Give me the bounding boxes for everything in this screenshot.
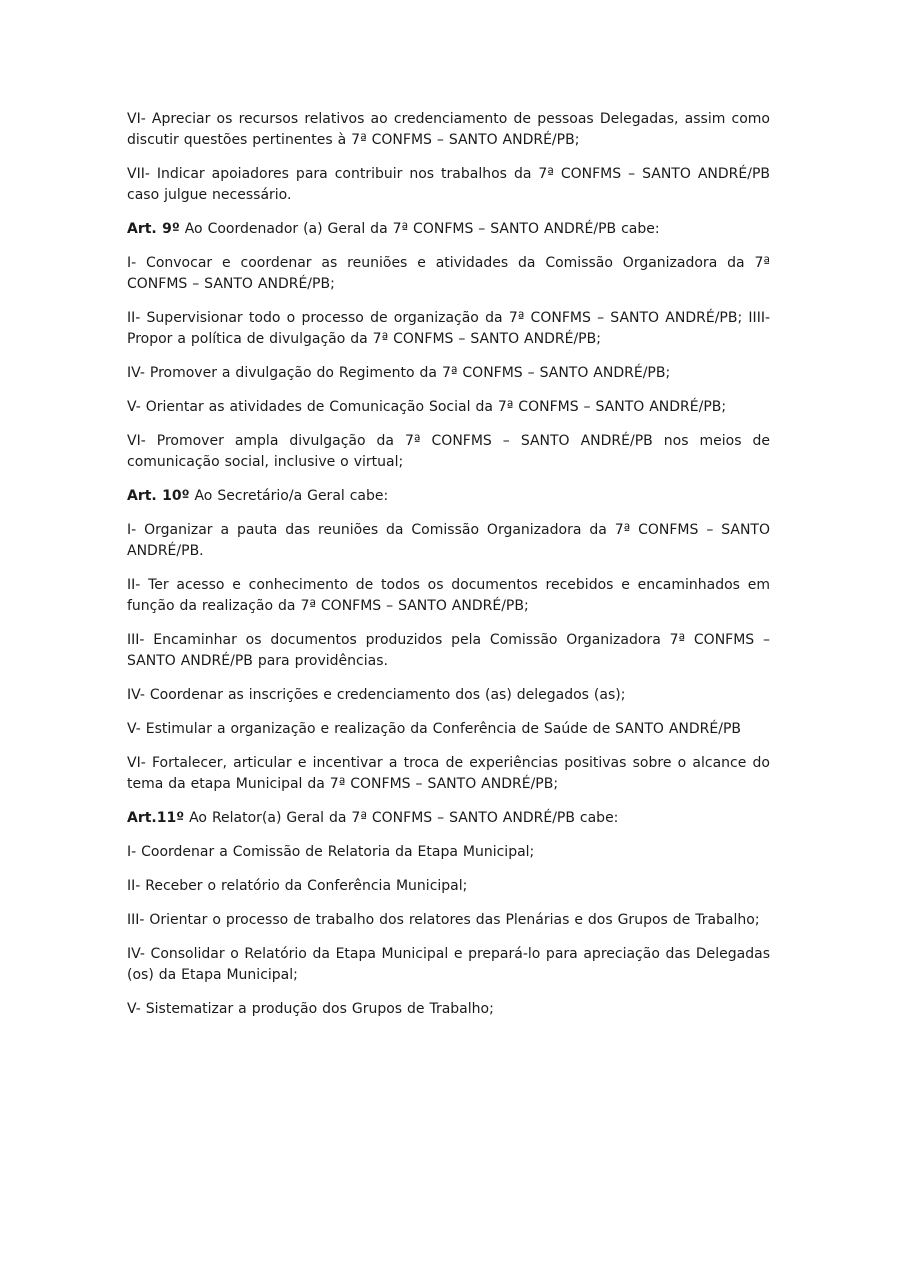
article-paragraph: Art. 9º Ao Coordenador (a) Geral da 7ª CONFMS – SANTO ANDRÉ/PB cabe:: [127, 221, 660, 237]
paragraph: V- Estimular a organização e realização da Conferência de Saúde de SANTO ANDRÉ/PB: [127, 721, 742, 737]
paragraph: I- Coordenar a Comissão de Relatoria da Etapa Municipal;: [127, 844, 535, 860]
article-label: Art.11º: [127, 810, 185, 826]
paragraph: II- Receber o relatório da Conferência Municipal;: [127, 878, 468, 894]
paragraph: IV- Consolidar o Relatório da Etapa Municipal e prepará-lo para apreciação das Delegadas (os) da Etapa Municipal;: [127, 946, 770, 983]
paragraph: II- Ter acesso e conhecimento de todos os documentos recebidos e encaminhados em função da realização da 7ª CONFMS – SANTO ANDRÉ/PB;: [127, 577, 770, 614]
article-label: Art. 10º: [127, 488, 190, 504]
article-paragraph: Art. 10º Ao Secretário/a Geral cabe:: [127, 488, 389, 504]
paragraph: III- Encaminhar os documentos produzidos pela Comissão Organizadora 7ª CONFMS – SANTO ANDRÉ/PB para providências.: [127, 632, 770, 669]
paragraph: II- Supervisionar todo o processo de organização da 7ª CONFMS – SANTO ANDRÉ/PB; IIII- Propor a política de divulgação da 7ª CONFMS – SANTO ANDRÉ/PB;: [127, 310, 770, 347]
paragraph: V- Orientar as atividades de Comunicação Social da 7ª CONFMS – SANTO ANDRÉ/PB;: [127, 399, 727, 415]
paragraph: IV- Coordenar as inscrições e credenciamento dos (as) delegados (as);: [127, 687, 626, 703]
paragraph: IV- Promover a divulgação do Regimento da 7ª CONFMS – SANTO ANDRÉ/PB;: [127, 365, 671, 381]
paragraph: VII- Indicar apoiadores para contribuir nos trabalhos da 7ª CONFMS – SANTO ANDRÉ/PB caso julgue necessário.: [127, 166, 770, 203]
paragraph: VI- Apreciar os recursos relativos ao credenciamento de pessoas Delegadas, assim como discutir questões pertinentes à 7ª CONFMS – SANTO ANDRÉ/PB;: [127, 111, 770, 148]
paragraph: VI- Promover ampla divulgação da 7ª CONFMS – SANTO ANDRÉ/PB nos meios de comunicação social, inclusive o virtual;: [127, 433, 770, 470]
article-label: Art. 9º: [127, 221, 180, 237]
article-paragraph: Art.11º Ao Relator(a) Geral da 7ª CONFMS – SANTO ANDRÉ/PB cabe:: [127, 810, 619, 826]
paragraph: I- Organizar a pauta das reuniões da Comissão Organizadora da 7ª CONFMS – SANTO ANDRÉ/PB.: [127, 522, 770, 559]
document-body: [127, 109, 770, 1020]
paragraph: III- Orientar o processo de trabalho dos relatores das Plenárias e dos Grupos de Trabalho;: [127, 912, 760, 928]
paragraph: I- Convocar e coordenar as reuniões e atividades da Comissão Organizadora da 7ª CONFMS – SANTO ANDRÉ/PB;: [127, 255, 770, 292]
paragraph: V- Sistematizar a produção dos Grupos de Trabalho;: [127, 1001, 494, 1017]
paragraph: VI- Fortalecer, articular e incentivar a troca de experiências positivas sobre o alcance do tema da etapa Municipal da 7ª CONFMS – SANTO ANDRÉ/PB;: [127, 755, 770, 792]
